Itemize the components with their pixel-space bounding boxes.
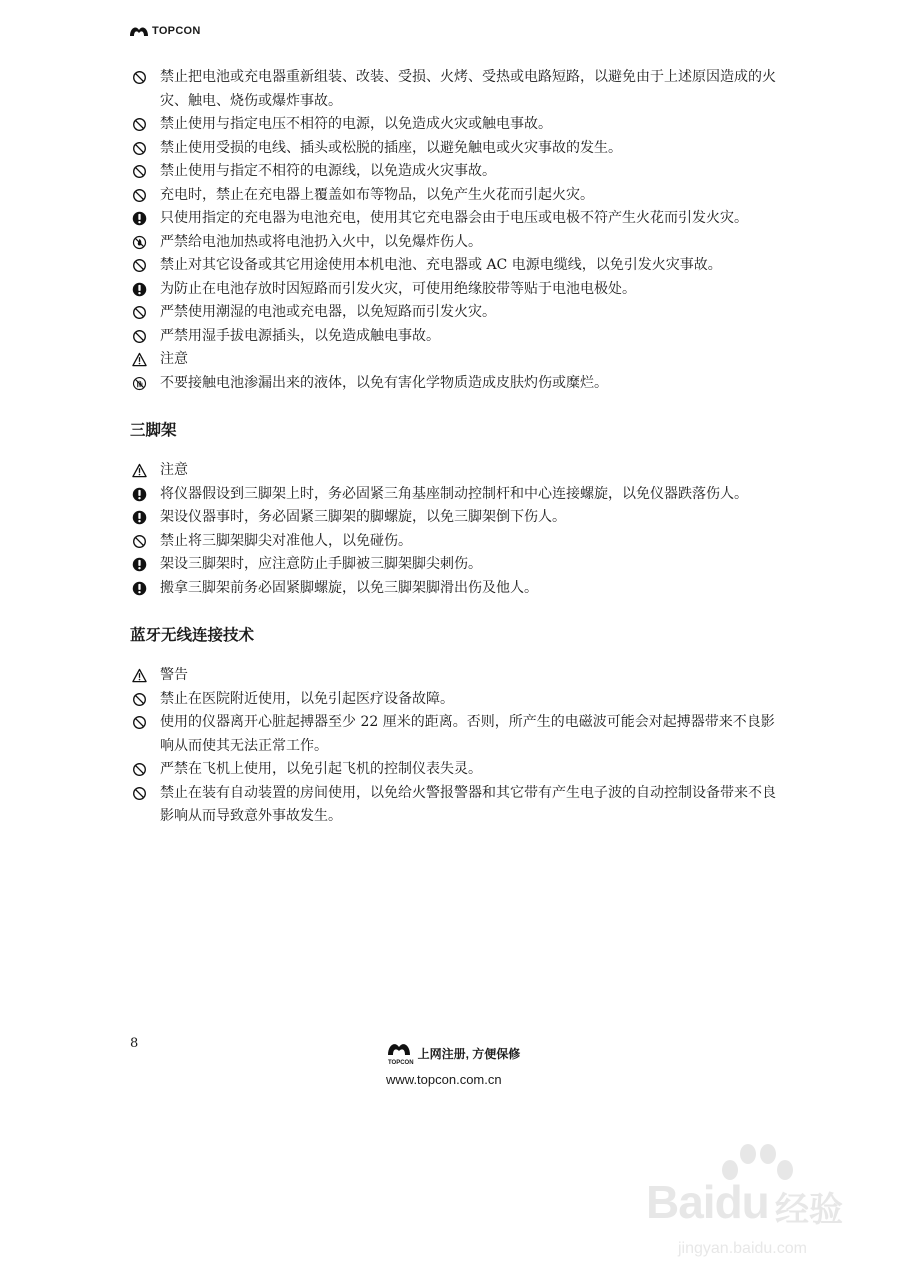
prohibited-icon xyxy=(132,786,147,801)
item-text: 只使用指定的充电器为电池充电，使用其它充电器会由于电压或电极不符产生火花而引发火灾。 xyxy=(160,210,748,226)
topcon-brand-text: TOPCON xyxy=(152,25,201,37)
list-item xyxy=(130,231,780,255)
list-item xyxy=(130,113,780,137)
list-item xyxy=(130,301,780,325)
item-text: 注意 xyxy=(160,462,188,478)
prohibited-icon xyxy=(132,70,147,85)
item-text: 警告 xyxy=(160,667,188,683)
item-text: 不要接触电池渗漏出来的液体，以免有害化学物质造成皮肤灼伤或糜烂。 xyxy=(160,374,608,391)
list-item xyxy=(130,325,780,349)
prohibited-icon xyxy=(132,164,147,179)
mandatory-icon xyxy=(132,211,147,226)
item-text: 禁止在医院附近使用，以免引起医疗设备故障。 xyxy=(160,690,454,707)
list-item xyxy=(130,348,780,372)
item-text: 使用的仪器离开心脏起搏器至少 22 厘米的距离。否则，所产生的电磁波可能会对起搏器带来不良影响从而使其无法正常工作。 xyxy=(160,714,775,754)
list-item xyxy=(130,758,780,782)
battery-safety-section xyxy=(130,66,780,395)
item-text: 禁止把电池或充电器重新组装、改装、受损、火烤、受热或电路短路，以避免由于上述原因造成的火灾、触电、烧伤或爆炸事故。 xyxy=(160,69,776,109)
prohibited-icon xyxy=(132,305,147,320)
list-item xyxy=(130,278,780,302)
item-text: 架设仪器事时，务必固紧三脚架的脚螺旋，以免三脚架倒下伤人。 xyxy=(160,509,566,525)
no-fire-icon xyxy=(132,235,147,250)
item-text: 禁止在装有自动装置的房间使用，以免给火警报警器和其它带有产生电子波的自动控制设备带来不良影响从而导致意外事故发生。 xyxy=(160,784,776,824)
tripod-heading: 三脚架 xyxy=(130,420,177,439)
prohibited-icon xyxy=(132,329,147,344)
item-text: 禁止使用与指定电压不相符的电源，以免造成火灾或触电事故。 xyxy=(160,116,552,132)
list-item xyxy=(130,254,780,278)
watermark-logo-text: Baidu xyxy=(646,1176,769,1228)
warning-icon xyxy=(132,668,147,683)
list-item xyxy=(130,184,780,208)
prohibited-icon xyxy=(132,692,147,707)
topcon-mark-icon xyxy=(128,24,150,38)
baidu-watermark xyxy=(640,1140,890,1270)
prohibited-icon xyxy=(132,258,147,273)
prohibited-icon xyxy=(132,534,147,549)
prohibited-icon xyxy=(132,117,147,132)
no-touch-icon xyxy=(132,376,147,391)
prohibited-icon xyxy=(132,141,147,156)
list-item xyxy=(130,483,780,507)
mandatory-icon xyxy=(132,282,147,297)
list-item xyxy=(130,782,780,829)
item-text: 为防止在电池存放时因短路而引发火灾，可使用绝缘胶带等贴于电池电极处。 xyxy=(160,280,636,297)
mandatory-icon xyxy=(132,581,147,596)
footer-brand xyxy=(386,1040,520,1087)
mandatory-icon xyxy=(132,510,147,525)
list-item xyxy=(130,577,780,601)
list-item xyxy=(130,459,780,483)
prohibited-icon xyxy=(132,715,147,730)
watermark-url: jingyan.baidu.com xyxy=(678,1240,807,1257)
list-item xyxy=(130,711,780,758)
list-item xyxy=(130,506,780,530)
item-text: 禁止对其它设备或其它用途使用本机电池、充电器或 AC 电源电缆线，以免引发火灾事故。 xyxy=(160,257,722,273)
document-body xyxy=(130,66,780,829)
item-text: 禁止使用与指定不相符的电源线，以免造成火灾事故。 xyxy=(160,163,496,179)
item-text: 充电时，禁止在充电器上覆盖如布等物品，以免产生火花而引起火灾。 xyxy=(160,186,594,203)
list-item xyxy=(130,530,780,554)
tripod-section xyxy=(130,459,780,600)
item-text: 禁止使用受损的电线、插头或松脱的插座，以避免触电或火灾事故的发生。 xyxy=(160,139,622,156)
item-text: 搬拿三脚架前务必固紧脚螺旋，以免三脚架脚滑出伤及他人。 xyxy=(160,579,538,596)
topcon-footer-mark-icon xyxy=(386,1040,412,1058)
prohibited-icon xyxy=(132,762,147,777)
bluetooth-heading: 蓝牙无线连接技术 xyxy=(130,625,255,644)
list-item xyxy=(130,664,780,688)
list-item xyxy=(130,688,780,712)
list-item xyxy=(130,66,780,113)
bluetooth-section xyxy=(130,664,780,829)
item-text: 严禁在飞机上使用，以免引起飞机的控制仪表失灵。 xyxy=(160,761,482,777)
list-item xyxy=(130,207,780,231)
item-text: 严禁用湿手拔电源插头，以免造成触电事故。 xyxy=(160,327,440,344)
footer-url[interactable]: www.topcon.com.cn xyxy=(386,1072,502,1087)
item-text: 将仪器假设到三脚架上时，务必固紧三角基座制动控制杆和中心连接螺旋，以免仪器跌落伤人。 xyxy=(160,485,748,502)
prohibited-icon xyxy=(132,188,147,203)
mandatory-icon xyxy=(132,487,147,502)
mandatory-icon xyxy=(132,557,147,572)
item-text: 严禁给电池加热或将电池扔入火中，以免爆炸伤人。 xyxy=(160,233,482,250)
warning-icon xyxy=(132,352,147,367)
watermark-logo-cn: 经验 xyxy=(775,1190,843,1230)
warning-icon xyxy=(132,463,147,478)
list-item xyxy=(130,553,780,577)
item-text: 禁止将三脚架脚尖对准他人，以免碰伤。 xyxy=(160,532,412,549)
item-text: 架设三脚架时，应注意防止手脚被三脚架脚尖刺伤。 xyxy=(160,556,482,572)
item-text: 严禁使用潮湿的电池或充电器，以免短路而引发火灾。 xyxy=(160,304,496,320)
topcon-logo xyxy=(128,24,201,38)
footer-slogan: 上网注册, 方便保修 xyxy=(417,1046,521,1061)
list-item xyxy=(130,137,780,161)
page-number: 8 xyxy=(130,1036,139,1051)
list-item xyxy=(130,160,780,184)
list-item xyxy=(130,372,780,396)
item-text: 注意 xyxy=(160,351,188,367)
footer-brand-small: TOPCON xyxy=(388,1060,414,1066)
